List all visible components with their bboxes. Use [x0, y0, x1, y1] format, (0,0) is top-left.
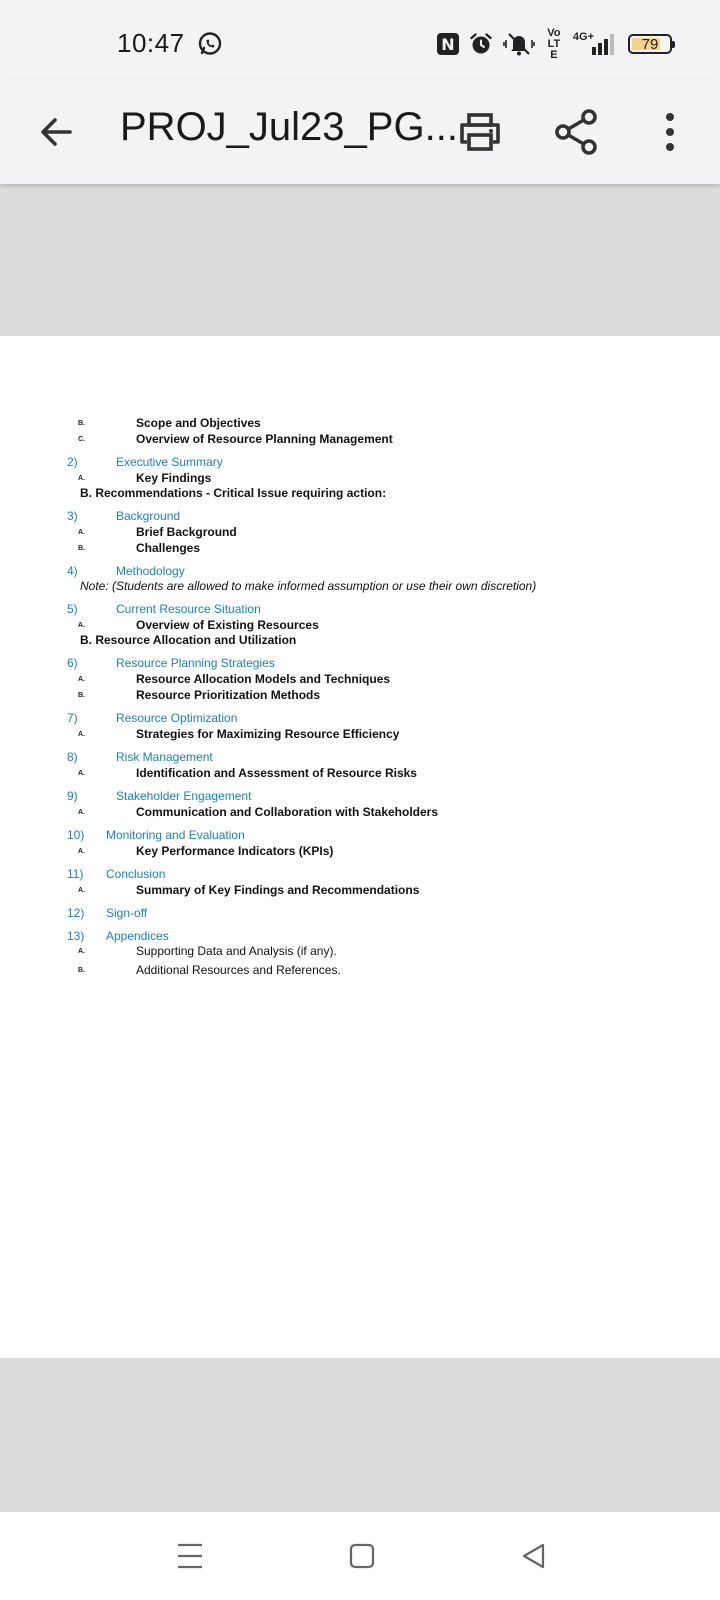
status-icons: [437, 26, 672, 61]
status-time: 10:47: [117, 28, 185, 58]
share-icon: [554, 109, 598, 155]
vibrate-mute-icon: [503, 31, 535, 57]
section-number: 12): [67, 906, 85, 920]
section-title-link[interactable]: Methodology: [116, 564, 185, 578]
nfc-icon: N: [437, 33, 459, 55]
subsection-text: Overview of Existing Resources: [136, 618, 319, 632]
subsection-text: Communication and Collaboration with Stakeholders: [136, 805, 439, 819]
subsection-text: Scope and Objectives: [136, 416, 261, 430]
subsection-letter: A.: [78, 809, 85, 816]
subsection-text: Challenges: [136, 541, 201, 555]
subsection-letter: C.: [78, 436, 85, 443]
subsection-letter: A.: [78, 948, 85, 955]
triangle-back-icon: [520, 1542, 548, 1570]
section-number: 4): [67, 564, 78, 578]
viewer-background-bottom: [0, 1358, 720, 1512]
subsection-inline-text: B. Recommendations - Critical Issue requiring action:: [80, 486, 387, 500]
section-title-link[interactable]: Risk Management: [116, 750, 213, 764]
subsection-letter: A.: [78, 887, 85, 894]
subsection-text: Resource Allocation Models and Techniques: [136, 672, 391, 686]
section-title-link[interactable]: Appendices: [106, 929, 169, 943]
section-number: 11): [67, 867, 84, 881]
subsection-letter: A.: [78, 731, 85, 738]
subsection-text: Key Performance Indicators (KPIs): [136, 844, 334, 858]
subsection-text: Identification and Assessment of Resource Risks: [136, 766, 417, 780]
section-number: 3): [67, 509, 78, 523]
document-page[interactable]: [0, 336, 720, 1358]
subsection-text: Strategies for Maximizing Resource Efficiency: [136, 727, 400, 741]
battery-icon: [628, 34, 672, 54]
volte-label: Vo LTE: [547, 26, 561, 61]
subsection-letter: B.: [78, 545, 85, 552]
section-number: 6): [67, 656, 78, 670]
document-title: PROJ_Jul23_PG...: [120, 105, 458, 149]
menu-lines-icon: [176, 1542, 204, 1570]
section-number: 10): [67, 828, 85, 842]
section-title-link[interactable]: Sign-off: [106, 906, 148, 920]
subsection-letter: A.: [78, 529, 85, 536]
back-nav-button[interactable]: [506, 1530, 562, 1582]
section-title-link[interactable]: Stakeholder Engagement: [116, 789, 252, 803]
network-type-label: 4G+: [572, 31, 594, 43]
subsection-letter: B.: [78, 420, 85, 427]
section-title-link[interactable]: Monitoring and Evaluation: [106, 828, 245, 842]
subsection-text: Key Findings: [136, 471, 212, 485]
status-bar: [0, 0, 720, 80]
alarm-icon: [469, 32, 493, 56]
subsection-letter: A.: [78, 848, 85, 855]
home-button[interactable]: [334, 1530, 390, 1582]
whatsapp-icon: [197, 31, 223, 57]
subsection-text: Summary of Key Findings and Recommendations: [136, 883, 420, 897]
subsection-inline-text: B. Resource Allocation and Utilization: [80, 633, 297, 647]
methodology-note: Note: (Students are allowed to make informed assumption or use their own discretion): [80, 579, 537, 593]
section-number: 5): [67, 602, 78, 616]
subsection-text: Resource Prioritization Methods: [136, 688, 321, 702]
subsection-text: Supporting Data and Analysis (if any).: [136, 944, 337, 958]
app-bar: [0, 80, 720, 184]
subsection-letter: B.: [78, 967, 85, 974]
subsection-text: Additional Resources and References.: [136, 963, 341, 977]
section-title-link[interactable]: Current Resource Situation: [116, 602, 261, 616]
more-options-button[interactable]: [650, 106, 690, 158]
subsection-text: Brief Background: [136, 525, 237, 539]
subsection-letter: A.: [78, 770, 85, 777]
recents-button[interactable]: [162, 1530, 218, 1582]
battery-percent: 79: [641, 35, 659, 53]
section-title-link[interactable]: Resource Planning Strategies: [116, 656, 275, 670]
share-button[interactable]: [548, 104, 604, 160]
subsection-letter: A.: [78, 622, 85, 629]
section-number: 13): [67, 929, 85, 943]
section-number: 9): [67, 789, 78, 803]
print-icon: [458, 112, 502, 152]
section-number: 7): [67, 711, 78, 725]
section-title-link[interactable]: Resource Optimization: [116, 711, 238, 725]
section-title-link[interactable]: Executive Summary: [116, 455, 223, 469]
section-title-link[interactable]: Background: [116, 509, 181, 523]
section-number: 2): [67, 455, 78, 469]
section-title-link[interactable]: Conclusion: [106, 867, 166, 881]
navigation-bar: [0, 1512, 720, 1600]
subsection-letter: A.: [78, 676, 85, 683]
viewer-background-top: [0, 184, 720, 336]
more-vert-icon: [664, 112, 676, 152]
subsection-letter: A.: [78, 475, 85, 482]
print-button[interactable]: [454, 106, 506, 158]
subsection-text: Overview of Resource Planning Management: [136, 432, 393, 446]
home-square-icon: [348, 1542, 376, 1570]
section-number: 8): [67, 750, 78, 764]
back-button[interactable]: [32, 108, 80, 156]
subsection-letter: B.: [78, 692, 85, 699]
arrow-back-icon: [38, 114, 74, 150]
